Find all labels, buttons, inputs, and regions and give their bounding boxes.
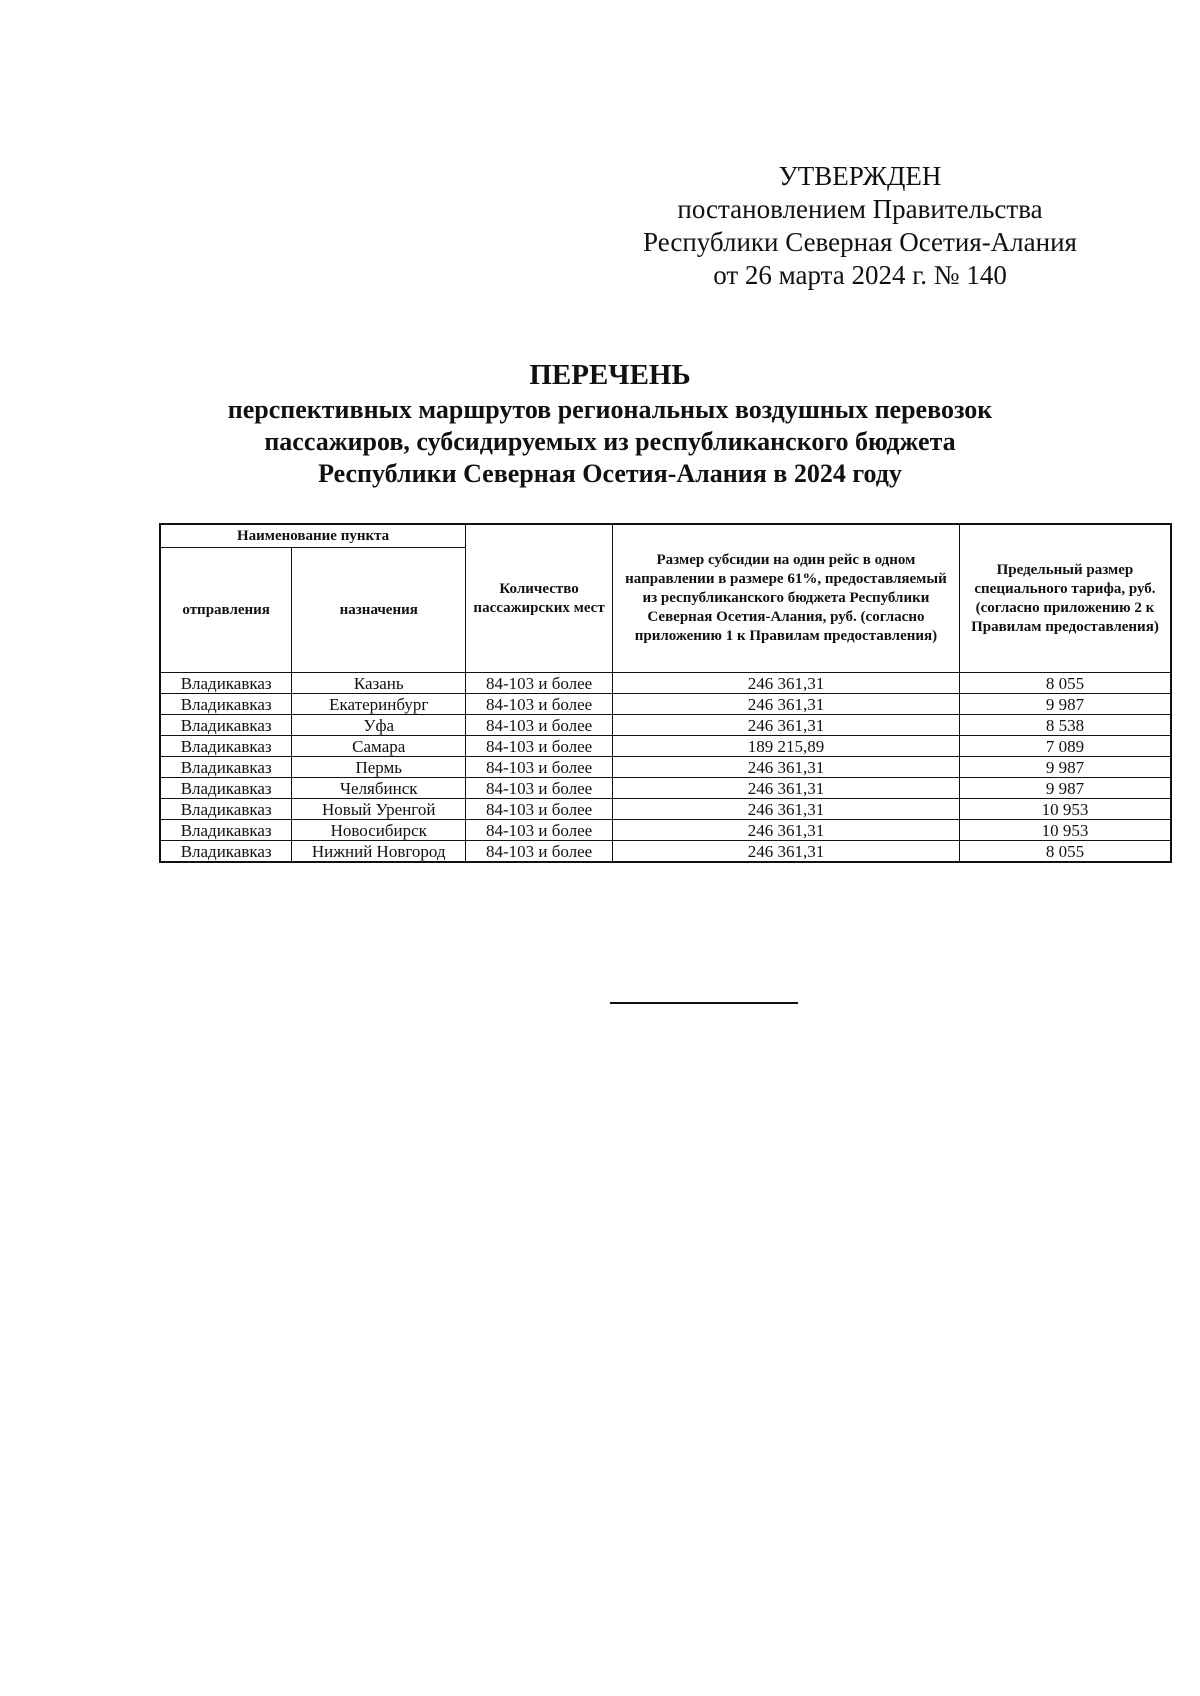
cell-subsidy: 189 215,89 — [612, 736, 959, 757]
cell-tariff: 8 538 — [959, 715, 1171, 736]
cell-tariff: 9 987 — [959, 778, 1171, 799]
cell-departure: Владикавказ — [160, 715, 292, 736]
cell-tariff: 10 953 — [959, 820, 1171, 841]
document-subtitle-line-3: Республики Северная Осетия-Алания в 2024 году — [318, 459, 902, 488]
cell-seats: 84-103 и более — [466, 736, 613, 757]
cell-seats: 84-103 и более — [466, 799, 613, 820]
end-separator-line — [610, 1002, 798, 1004]
header-subsidy: Размер субсидии на один рейс в одном направлении в размере 61%, предоставляемый из республиканского бюджета Республики Северная Осетия-Алания, руб. (согласно приложению 1 к Правилам предоставления) — [612, 524, 959, 673]
cell-tariff: 10 953 — [959, 799, 1171, 820]
cell-seats: 84-103 и более — [466, 820, 613, 841]
table-row — [160, 715, 1171, 736]
cell-subsidy: 246 361,31 — [612, 799, 959, 820]
table-row — [160, 841, 1171, 863]
cell-seats: 84-103 и более — [466, 841, 613, 863]
cell-subsidy: 246 361,31 — [612, 841, 959, 863]
cell-destination: Нижний Новгород — [292, 841, 466, 863]
document-subtitle-line-1: перспективных маршрутов региональных воздушных перевозок — [227, 395, 993, 424]
cell-destination: Казань — [292, 673, 466, 694]
table-row — [160, 757, 1171, 778]
cell-destination: Новосибирск — [292, 820, 466, 841]
cell-subsidy: 246 361,31 — [612, 820, 959, 841]
cell-seats: 84-103 и более — [466, 673, 613, 694]
header-tariff: Предельный размер специального тарифа, руб. (согласно приложению 2 к Правилам предоставления) — [959, 524, 1171, 673]
approval-date-number: от 26 марта 2024 г. № 140 — [713, 260, 1007, 290]
cell-destination: Екатеринбург — [292, 694, 466, 715]
cell-destination: Новый Уренгой — [292, 799, 466, 820]
approval-resolution: постановлением Правительства — [677, 194, 1043, 224]
cell-tariff: 8 055 — [959, 673, 1171, 694]
routes-table — [159, 523, 1172, 863]
table-row — [160, 778, 1171, 799]
header-seats: Количество пассажирских мест — [466, 524, 613, 673]
cell-subsidy: 246 361,31 — [612, 778, 959, 799]
table-row — [160, 673, 1171, 694]
table-row — [160, 799, 1171, 820]
approval-stamp — [600, 160, 1120, 292]
header-destination: назначения — [292, 548, 466, 673]
table-header-row — [160, 524, 1171, 548]
cell-subsidy: 246 361,31 — [612, 715, 959, 736]
cell-departure: Владикавказ — [160, 778, 292, 799]
cell-subsidy: 246 361,31 — [612, 673, 959, 694]
cell-departure: Владикавказ — [160, 820, 292, 841]
cell-departure: Владикавказ — [160, 694, 292, 715]
header-point-name: Наименование пункта — [160, 524, 466, 548]
table-row — [160, 694, 1171, 715]
cell-tariff: 8 055 — [959, 841, 1171, 863]
cell-seats: 84-103 и более — [466, 757, 613, 778]
cell-departure: Владикавказ — [160, 736, 292, 757]
document-title: ПЕРЕЧЕНЬ — [529, 359, 691, 391]
cell-destination: Челябинск — [292, 778, 466, 799]
cell-tariff: 7 089 — [959, 736, 1171, 757]
cell-seats: 84-103 и более — [466, 778, 613, 799]
approval-republic: Республики Северная Осетия-Алания — [643, 227, 1077, 257]
cell-destination: Уфа — [292, 715, 466, 736]
cell-departure: Владикавказ — [160, 757, 292, 778]
table-row — [160, 736, 1171, 757]
header-departure: отправления — [160, 548, 292, 673]
cell-seats: 84-103 и более — [466, 694, 613, 715]
cell-subsidy: 246 361,31 — [612, 694, 959, 715]
cell-departure: Владикавказ — [160, 841, 292, 863]
cell-tariff: 9 987 — [959, 757, 1171, 778]
cell-subsidy: 246 361,31 — [612, 757, 959, 778]
table-row — [160, 820, 1171, 841]
cell-tariff: 9 987 — [959, 694, 1171, 715]
document-heading — [150, 358, 1070, 490]
cell-departure: Владикавказ — [160, 799, 292, 820]
approval-title: УТВЕРЖДЕН — [778, 161, 942, 191]
cell-destination: Пермь — [292, 757, 466, 778]
cell-seats: 84-103 и более — [466, 715, 613, 736]
cell-destination: Самара — [292, 736, 466, 757]
cell-departure: Владикавказ — [160, 673, 292, 694]
document-subtitle-line-2: пассажиров, субсидируемых из республиканского бюджета — [264, 427, 956, 456]
